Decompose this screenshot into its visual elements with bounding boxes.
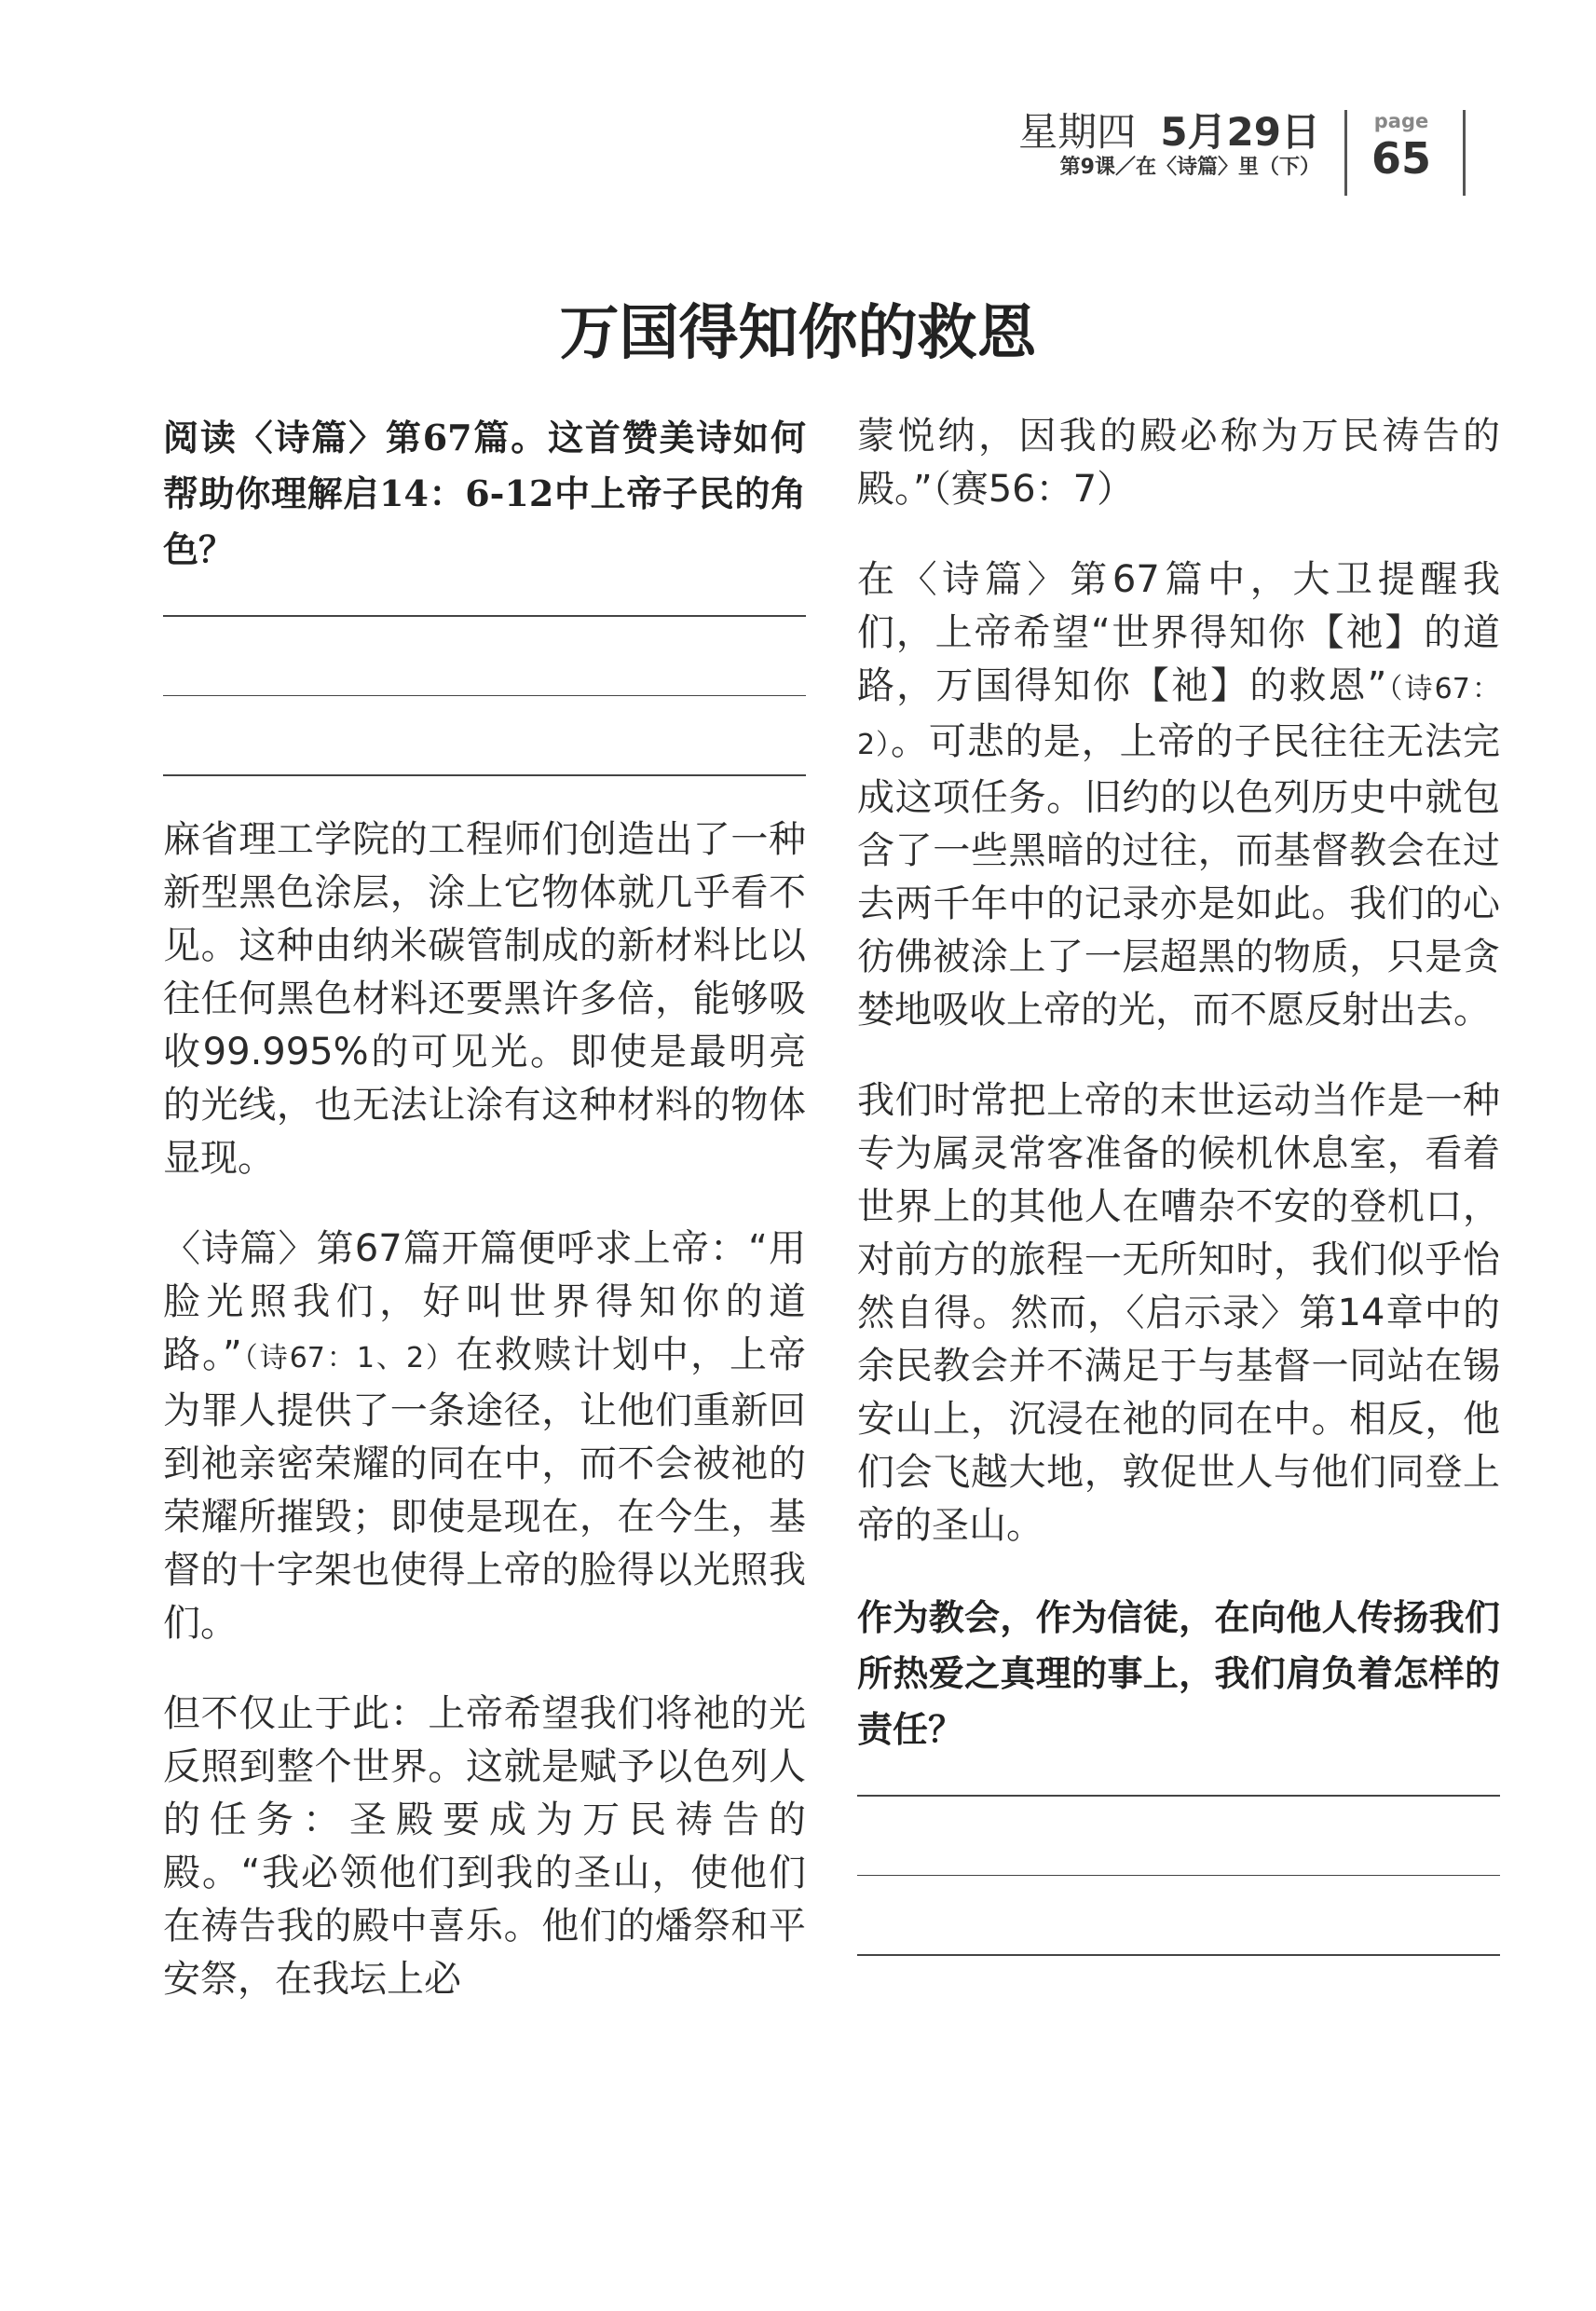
- body-paragraph-1: 麻省理工学院的工程师们创造出了一种新型黑色涂层，涂上它物体就几乎看不见。这种由纳米碳管制成的新材料比以往任何黑色材料还要黑许多倍，能够吸收99.995%的可见光。即使是最明亮的光线，也无法让涂有这种材料的物体显现。: [163, 817, 806, 1180]
- page-title: 万国得知你的救恩: [559, 298, 1037, 368]
- scripture-reference: （诗67：2）: [857, 673, 1500, 761]
- page-number-block: [1371, 110, 1431, 185]
- body-paragraph-5: 我们时常把上帝的末世运动当作是一种专为属灵常客准备的候机休息室，看着世界上的其他人在嘈杂不安的登机口，对前方的旅程一无所知时，我们似乎怡然自得。然而，〈启示录〉第14章中的余民教会并不满足于与基督一同站在锡安山上，沉浸在祂的同在中。相反，他们会飞越大地，敦促世人与他们同登上帝的圣山。: [857, 1079, 1500, 1547]
- answer-line[interactable]: [857, 1795, 1500, 1797]
- answer-line[interactable]: [857, 1954, 1500, 1956]
- paragraph-text: 。可悲的是，上帝的子民往往无法完成这项任务。旧约的以色列历史中就包含了一些黑暗的过往，而基督教会在过去两千年中的记录亦是如此。我们的心彷佛被涂上了一层超黑的物质，只是贪婪地吸收上帝的光，而不愿反射出去。: [857, 720, 1501, 1032]
- header-edge-rule: [1463, 110, 1466, 196]
- header-date-block: [1018, 110, 1320, 181]
- header-weekday: 星期四: [1018, 109, 1137, 155]
- left-column: [163, 410, 806, 2044]
- header-date: 5月29日: [1160, 109, 1320, 155]
- paragraph-text: 在救赎计划中，上帝为罪人提供了一条途径，让他们重新回到祂亲密荣耀的同在中，而不会被祂的荣耀所摧毁；即使是现在，在今生，基督的十字架也使得上帝的脸得以光照我们。: [163, 1333, 806, 1645]
- body-paragraph-3: 但不仅止于此：上帝希望我们将祂的光反照到整个世界。这就是赋予以色列人的任务：圣殿要成为万民祷告的殿。“我必领他们到我的圣山，使他们在祷告我的殿中喜乐。他们的燔祭和平安祭，在我坛上必: [163, 1691, 806, 2001]
- header-lesson: 第9课／在〈诗篇〉里（下）: [1059, 156, 1320, 179]
- answer-line[interactable]: [163, 695, 806, 697]
- body-paragraph-4: [857, 554, 1500, 1037]
- study-question-1: 阅读〈诗篇〉第67篇。这首赞美诗如何帮助你理解启14：6-12中上帝子民的角色？: [163, 417, 806, 570]
- answer-lines-1: [163, 615, 806, 776]
- header-divider: [1344, 110, 1347, 196]
- right-column: [857, 410, 1500, 1993]
- page-label: page: [1373, 110, 1429, 132]
- scripture-reference: （诗67：1、2）: [241, 1341, 457, 1374]
- paragraph-text: 〈诗篇〉第67篇开篇便呼求上帝：“用脸光照我们，好叫世界得知你的道路。”: [163, 1226, 806, 1376]
- body-paragraph-continued: 蒙悦纳，因我的殿必称为万民祷告的殿。”（赛56：7）: [857, 415, 1500, 511]
- page-number: 65: [1371, 133, 1431, 184]
- answer-line[interactable]: [163, 615, 806, 617]
- study-question-2: 作为教会，作为信徒，在向他人传扬我们所热爱之真理的事上，我们肩负着怎样的责任？: [857, 1596, 1500, 1750]
- answer-line[interactable]: [163, 774, 806, 776]
- body-paragraph-2: [163, 1223, 806, 1650]
- paragraph-text: 在〈诗篇〉第67篇中，大卫提醒我们，上帝希望“世界得知你【祂】的道路，万国得知你【祂】的救恩”: [857, 558, 1500, 707]
- page-header: [1018, 110, 1466, 196]
- answer-line[interactable]: [857, 1875, 1500, 1877]
- answer-lines-2: [857, 1795, 1500, 1956]
